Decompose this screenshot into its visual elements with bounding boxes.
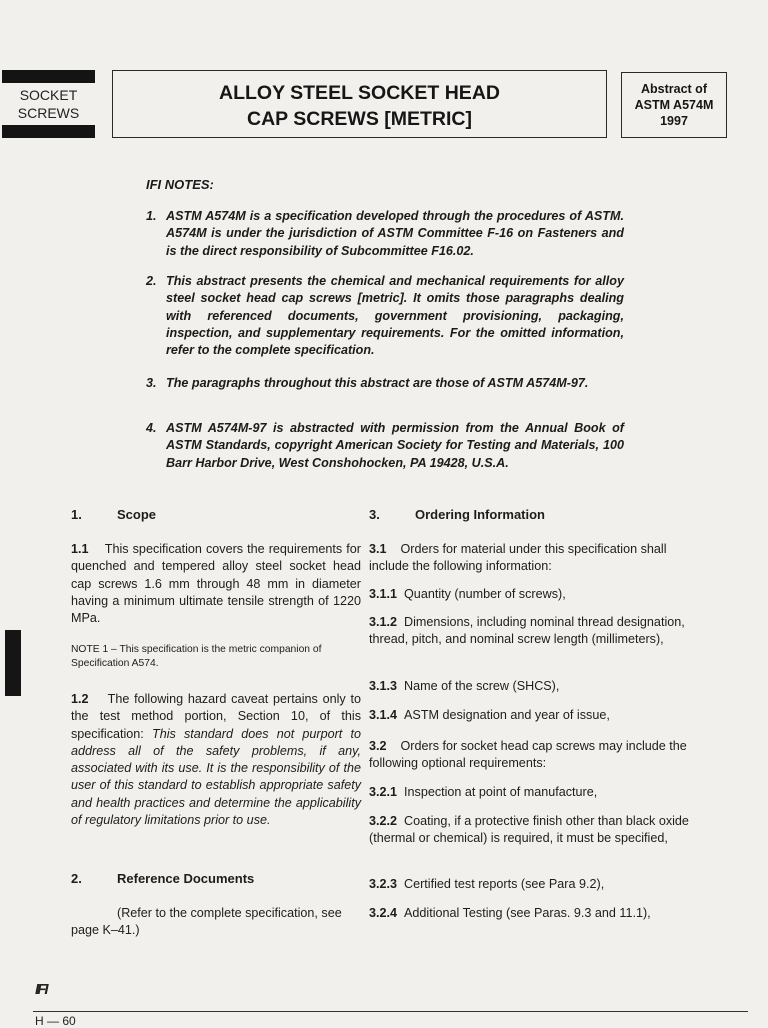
notes-heading: IFI NOTES:: [146, 177, 214, 192]
note-1: NOTE 1 – This specification is the metric companion of Specification A574.: [71, 644, 322, 669]
list-item: 3.2.1 Inspection at point of manufacture,: [369, 785, 598, 799]
title-line-1: ALLOY STEEL SOCKET HEAD: [219, 82, 500, 104]
list-item: 3.2.3 Certified test reports (see Para 9.2),: [369, 877, 605, 891]
paragraph-1-1: 1.1 This specification covers the requirements for quenched and tempered alloy steel socket head cap screws 1.6 mm through 48 mm in diameter having a minimum ultimate tensile strength of 1220 MPa.: [71, 542, 361, 626]
list-item: 3.2 Orders for socket head cap screws may include the following optional requirements:: [369, 739, 687, 771]
list-item: 3.2.4 Additional Testing (see Paras. 9.3 and 11.1),: [369, 906, 651, 920]
note-item: 1. ASTM A574M is a specification developed through the procedures of ASTM. A574M is under the jurisdiction of ASTM Committee F-16 on Fasteners and is the direct responsibility of Subcommittee F16.02.: [146, 209, 624, 258]
list-item: 3.2.2 Coating, if a protective finish other than black oxide (thermal or chemical) is required, it must be specified,: [369, 814, 689, 846]
list-item: 3.1 Orders for material under this specification shall include the following information:: [369, 542, 667, 574]
abstract-box: Abstract of ASTM A574M 1997: [621, 72, 727, 138]
list-item: 3.1.4 ASTM designation and year of issue,: [369, 708, 610, 722]
list-item: 3.1.2 Dimensions, including nominal thread designation, thread, pitch, and nominal screw length (millimeters),: [369, 615, 685, 647]
note-item: 4. ASTM A574M-97 is abstracted with permission from the Annual Book of ASTM Standards, copyright American Society for Testing and Materials, 100 Barr Harbor Drive, West Conshohocken, PA 19428, U.S.A.: [146, 421, 624, 470]
ifi-logo: IFI: [35, 981, 47, 998]
section-heading-reference: 2. Reference Documents: [71, 871, 255, 886]
paragraph-1-2: 1.2 The following hazard caveat pertains only to the test method portion, Section 10, of this specification: This standard does not purport to address all of the safety problems, if any, associated with its use. It is the responsibility of the user of this standard to establish appropriate safety and health practices and determine the applicability of regulatory limitations prior to use.: [71, 692, 361, 828]
note-item: 2. This abstract presents the chemical and mechanical requirements for alloy steel socket head cap screws [metric]. It omits those paragraphs dealing with referenced documents, government provisioning, packaging, inspection, and supplementary requirements. For the omitted information, refer to the complete specification.: [146, 274, 624, 358]
section-heading-ordering: 3. Ordering Information: [369, 507, 545, 522]
tab-bar-top: [2, 70, 95, 83]
side-marker-bar: [5, 630, 21, 696]
reference-text: (Refer to the complete specification, see page K–41.): [71, 906, 342, 938]
title-line-2: CAP SCREWS [METRIC]: [247, 108, 472, 130]
section-heading-scope: 1. Scope: [71, 507, 157, 522]
list-item: 3.1.3 Name of the screw (SHCS),: [369, 679, 560, 693]
section-tab-label: SOCKET SCREWS: [17, 87, 80, 121]
title-box: [112, 70, 607, 138]
page-number: H — 60: [35, 1014, 76, 1028]
note-item: 3. The paragraphs throughout this abstract are those of ASTM A574M-97.: [146, 376, 589, 390]
footer-rule: [33, 1011, 748, 1012]
list-item: 3.1.1 Quantity (number of screws),: [369, 587, 566, 601]
tab-bar-bottom: [2, 125, 95, 138]
